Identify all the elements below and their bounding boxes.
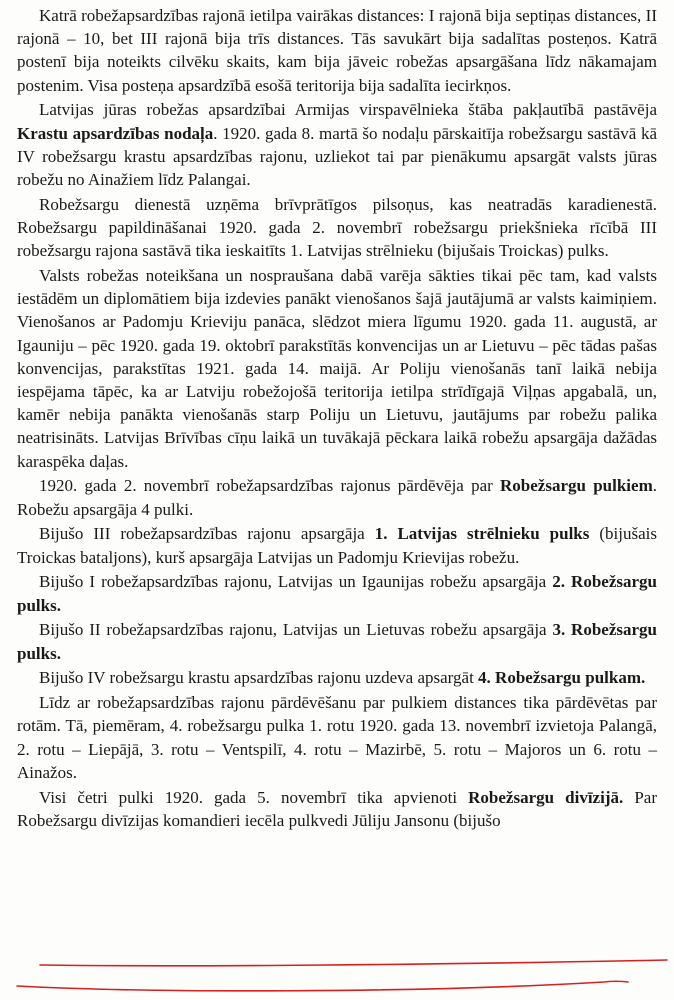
text-run: Bijušo II robežapsardzības rajonu, Latvijas un Lietuvas robežu apsargāja: [39, 620, 553, 640]
paragraph: [17, 98, 657, 191]
text-run: Latvijas jūras robežas apsardzībai Armijas virspavēlnieka štāba pakļautībā pastāvēja: [39, 100, 657, 120]
text-run: 1920. gada 2. novembrī robežapsardzības rajonus pārdēvēja par: [39, 476, 501, 496]
paragraph: [17, 264, 657, 473]
text-run: (bijušais Troickas bataljons), kurš apsargāja Latvijas un Padomju Krievijas robežu.: [17, 524, 657, 567]
bold-text-run: Robežsargu divīzijā.: [468, 787, 624, 807]
document-body: [17, 4, 657, 834]
text-run: Bijušo III robežapsardzības rajonu apsargāja: [39, 524, 375, 544]
text-run: Valsts robežas noteikšana un nospraušana dabā varēja sākties tikai pēc tam, kad valsts iestādēm un diplomātiem bija izdevies panākt vienošanos šajā jautājumā ar valsts kaimiņiem. Vienošanos ar Padomju Krieviju panāca, slēdzot miera līgumu 1920. gada 11. augustā, ar Igauniju – pēc 1920. gada 19. oktobrī parakstītās konvencijas un ar Lietuvu – pēc tādas pašas konvencijas, parakstītas 1921. gada 14. maijā. Ar Poliju vienošanās tanī laikā nebija iespējama tāpēc, ka ar Latviju robežojošā teritorija ietilpa strīdīgajā Viļņas apgabalā, un, kamēr nebija panākta vienošanās starp Poliju un Lietuvu, jautājums par robežu palika neatrisināts. Latvijas Brīvības cīņu laikā un tuvākajā pēckara laikā robežu apsargāja dažādas karaspēka daļas.: [17, 266, 657, 471]
paragraph: [17, 522, 657, 568]
text-run: . Robežu apsargāja 4 pulki.: [17, 476, 657, 519]
text-run: Robežsargu dienestā uzņēma brīvprātīgos pilsoņus, kas neatradās karadienestā. Robežsargu papildināšanai 1920. gada 2. novembrī robežsargu priekšnieka rīcībā III robežsargu rajona sastāvā tika ieskaitīts 1. Latvijas strēlnieku (bijušais Troickas) pulks.: [17, 194, 657, 261]
text-run: Bijušo IV robežsargu krastu apsardzības rajonu uzdeva apsargāt: [39, 668, 479, 688]
paragraph: [17, 193, 657, 263]
paragraph: [17, 4, 657, 97]
text-run: Bijušo I robežapsardzības rajonu, Latvijas un Igaunijas robežu apsargāja: [39, 572, 553, 592]
pen-underline-line-1: [40, 960, 667, 966]
bold-text-run: 4. Robežsargu pulkam.: [478, 668, 646, 688]
paragraph: [17, 666, 657, 689]
bold-text-run: 1. Latvijas strēlnieku pulks: [374, 524, 590, 544]
text-run: Līdz ar robežapsardzības rajonu pārdēvēšanu par pulkiem distances tika pārdēvētas par rotām. Tā, piemēram, 4. robežsargu pulka 1. rotu 1920. gada 13. novembrī izvietoja Palangā, 2. rotu – Liepājā, 3. rotu – Ventspilī, 4. rotu – Mazirbē, 5. rotu – Majoros un 6. rotu – Ainažos.: [17, 693, 657, 782]
bold-text-run: 3. Robežsargu pulks.: [17, 620, 657, 663]
text-run: Katrā robežapsardzības rajonā ietilpa vairākas distances: I rajonā bija septiņas distances, II rajonā – 10, bet III rajonā bija trīs distances. Tās savukārt bija sadalītas posteņos. Katrā postenī bija noteikts cilvēku skaits, kam bija jāveic robežas apsargāšana līdz nākamajam postenim. Visa posteņa apsardzībā esošā teritorija bija sadalīta iecirkņos.: [17, 6, 657, 95]
paragraph: [17, 691, 657, 784]
bold-text-run: Robežsargu pulkiem: [500, 476, 653, 496]
text-run: Visi četri pulki 1920. gada 5. novembrī tika apvienoti: [39, 787, 469, 807]
paragraph: [17, 474, 657, 520]
bold-text-run: 2. Robežsargu pulks.: [17, 572, 657, 615]
text-run: . 1920. gada 8. martā šo nodaļu pārskaitīja robežsargu sastāvā kā IV robežsargu krastu apsardzības rajonu, uzliekot tai par pienākumu apsargāt valsts jūras robežu no Ainažiem līdz Palangai.: [17, 123, 657, 190]
paragraph: [17, 570, 657, 616]
paragraph: [17, 618, 657, 664]
paragraph: [17, 786, 657, 832]
bold-text-run: Krastu apsardzības nodaļa: [17, 123, 214, 143]
text-run: Par Robežsargu divīzijas komandieri iecēla pulkvedi Jūliju Jansonu (bijušo: [17, 787, 657, 830]
pen-underline-line-2: [17, 981, 628, 991]
